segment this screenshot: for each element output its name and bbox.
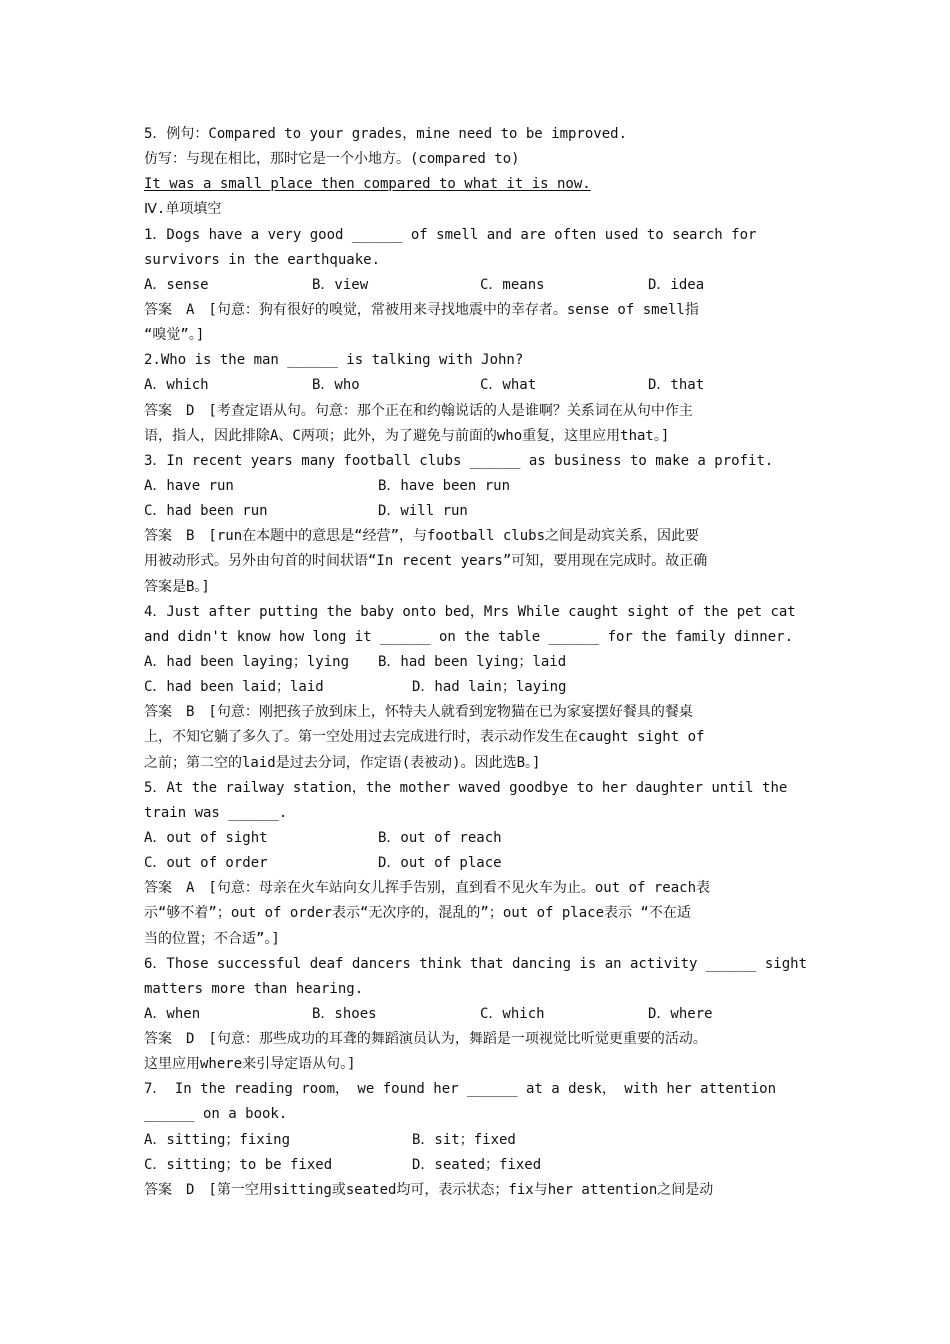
- option: B．sit；fixed: [412, 1131, 516, 1148]
- option: B．shoes: [312, 1005, 377, 1022]
- answer-7: 答案 D [第一空用sitting或seated均可，表示状态；fix与her attention之间是动: [144, 1181, 714, 1198]
- answer-3-cont2: 答案是B。]: [144, 578, 210, 595]
- question-3-options-row1: [144, 474, 816, 499]
- question-5-text: 5．At the railway station，the mother waved goodbye to her daughter until the: [144, 779, 788, 796]
- answer-1: 答案 A [句意：狗有很好的嗅觉，常被用来寻找地震中的幸存者。sense of smell指: [144, 301, 699, 318]
- question-1-text: 1．Dogs have a very good ______ of smell and are often used to search for: [144, 226, 757, 243]
- imitation-answer: It was a small place then compared to what it is now.: [144, 176, 591, 193]
- answer-2-cont: 语，指人，因此排除A、C两项；此外，为了避免与前面的who重复，这里应用that。]: [144, 427, 670, 444]
- imitation-prompt: 仿写：与现在相比，那时它是一个小地方。(compared to): [144, 151, 520, 168]
- question-5-options-row2: [144, 851, 816, 876]
- question-5-options-row1: [144, 826, 816, 851]
- question-6-text: 6．Those successful deaf dancers think that dancing is an activity ______ sight: [144, 955, 808, 972]
- option: A．when: [144, 1005, 201, 1022]
- question-4-options-row1: [144, 650, 816, 675]
- option: C．out of order: [144, 855, 268, 872]
- option: D．had lain；laying: [412, 679, 567, 696]
- question-4-options-row2: [144, 675, 816, 700]
- option: C．had been run: [144, 503, 268, 520]
- option: C．means: [480, 276, 545, 293]
- question-5-text-cont: train was ______.: [144, 804, 288, 821]
- question-7-options-row1: [144, 1128, 816, 1153]
- option: A．have run: [144, 477, 234, 494]
- question-6-text-cont: matters more than hearing.: [144, 980, 364, 997]
- option: D．seated；fixed: [412, 1156, 542, 1173]
- option: C．which: [480, 1005, 545, 1022]
- option: D．out of place: [378, 855, 502, 872]
- answer-2: 答案 D [考查定语从句。句意：那个正在和约翰说话的人是谁啊？关系词在从句中作主: [144, 402, 693, 419]
- question-3-text: 3．In recent years many football clubs ______ as business to make a profit.: [144, 452, 774, 469]
- option: B．out of reach: [378, 829, 502, 846]
- answer-4-cont2: 之前；第二空的laid是过去分词，作定语(表被动)。因此选B。]: [144, 754, 541, 771]
- question-2-options: [144, 373, 816, 398]
- question-6-options: [144, 1002, 816, 1027]
- answer-3-cont: 用被动形式。另外由句首的时间状语“In recent years”可知，要用现在完成时。故正确: [144, 553, 708, 570]
- section-heading: Ⅳ.单项填空: [144, 201, 222, 218]
- answer-5: 答案 A [句意：母亲在火车站向女儿挥手告别，直到看不见火车为止。out of reach表: [144, 880, 710, 897]
- question-1-text-cont: survivors in the earthquake.: [144, 251, 381, 268]
- option: A．had been laying；lying: [144, 653, 350, 670]
- option: D．idea: [648, 276, 705, 293]
- option: B．who: [312, 377, 360, 394]
- question-4-text-cont: and didn't know how long it ______ on the table ______ for the family dinner.: [144, 628, 794, 645]
- option: A．which: [144, 377, 209, 394]
- question-7-text: 7． In the reading room， we found her ______ at a desk， with her attention: [144, 1081, 777, 1098]
- option: A．sitting；fixing: [144, 1131, 291, 1148]
- option: A．sense: [144, 276, 209, 293]
- answer-3: 答案 B [run在本题中的意思是“经营”，与football clubs之间是动宾关系，因此要: [144, 528, 700, 545]
- question-2-text: 2.Who is the man ______ is talking with John?: [144, 352, 524, 369]
- answer-4: 答案 B [句意：刚把孩子放到床上，怀特夫人就看到宠物猫在已为家宴摆好餐具的餐桌: [144, 704, 693, 721]
- question-1-options: [144, 273, 816, 298]
- question-4-text: 4．Just after putting the baby onto bed，Mrs While caught sight of the pet cat: [144, 603, 796, 620]
- question-7-text-cont: ______ on a book.: [144, 1106, 288, 1123]
- option: B．have been run: [378, 477, 511, 494]
- option: D．will run: [378, 503, 468, 520]
- example-sentence: 5．例句：Compared to your grades，mine need to be improved.: [144, 126, 628, 142]
- answer-4-cont: 上，不知它躺了多久了。第一空处用过去完成进行时，表示动作发生在caught sight of: [144, 729, 705, 746]
- document-page: [144, 122, 816, 1203]
- option: B．had been lying；laid: [378, 653, 567, 670]
- answer-6-cont: 这里应用where来引导定语从句。]: [144, 1056, 356, 1073]
- option: C．what: [480, 377, 537, 394]
- option: C．sitting；to be fixed: [144, 1156, 333, 1173]
- answer-5-cont: 示“够不着”；out of order表示“无次序的，混乱的”；out of place表示 “不在适: [144, 905, 691, 922]
- question-3-options-row2: [144, 499, 816, 524]
- option: D．where: [648, 1005, 713, 1022]
- answer-1-cont: “嗅觉”。]: [144, 327, 205, 344]
- option: D．that: [648, 377, 705, 394]
- question-7-options-row2: [144, 1153, 816, 1178]
- option: B．view: [312, 276, 369, 293]
- option: A．out of sight: [144, 829, 268, 846]
- answer-6: 答案 D [句意：那些成功的耳聋的舞蹈演员认为，舞蹈是一项视觉比听觉更重要的活动。: [144, 1031, 707, 1048]
- option: C．had been laid；laid: [144, 679, 324, 696]
- answer-5-cont2: 当的位置；不合适”。]: [144, 930, 280, 947]
